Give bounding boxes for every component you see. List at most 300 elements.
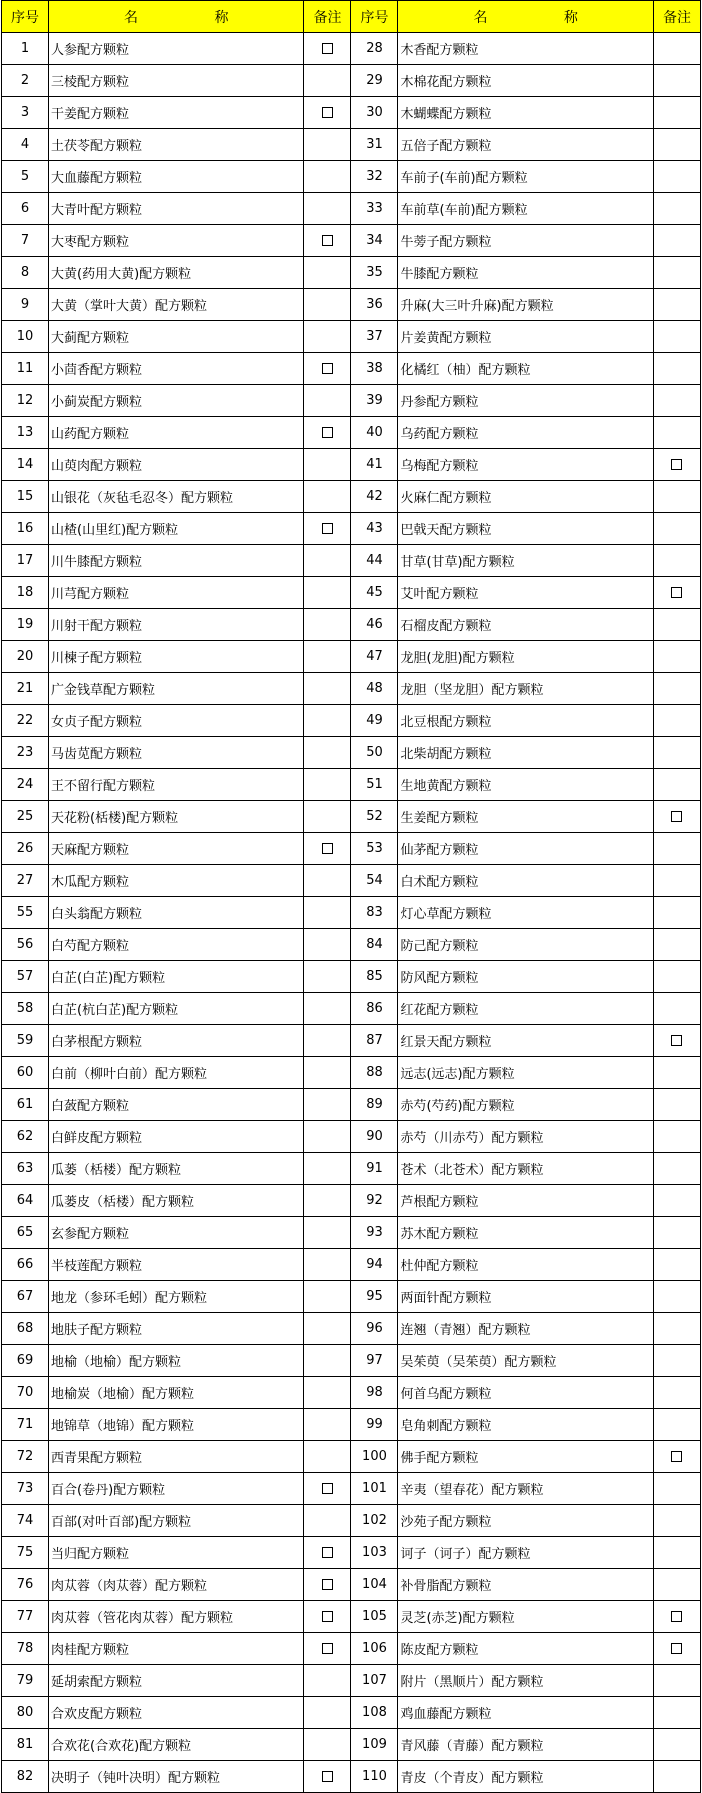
table-row: [2, 449, 701, 481]
table-row: [2, 897, 701, 929]
row-index: 54: [351, 865, 398, 897]
note-cell: [304, 1249, 351, 1281]
note-cell: [653, 705, 700, 737]
note-cell: [653, 929, 700, 961]
note-cell: [304, 961, 351, 993]
note-cell: [653, 161, 700, 193]
item-name: 牛膝配方颗粒: [398, 257, 653, 289]
note-cell: [653, 1697, 700, 1729]
item-name: 巴戟天配方颗粒: [398, 513, 653, 545]
note-cell: [304, 1761, 351, 1793]
row-index: 48: [351, 673, 398, 705]
item-name: 川牛膝配方颗粒: [49, 545, 304, 577]
item-name: 车前子(车前)配方颗粒: [398, 161, 653, 193]
row-index: 12: [2, 385, 49, 417]
header-note-right: 备注: [653, 1, 700, 33]
checkbox-icon[interactable]: [671, 1643, 682, 1654]
checkbox-icon[interactable]: [671, 587, 682, 598]
note-cell: [304, 1313, 351, 1345]
item-name: 北柴胡配方颗粒: [398, 737, 653, 769]
note-cell: [304, 993, 351, 1025]
row-index: 9: [2, 289, 49, 321]
row-index: 23: [2, 737, 49, 769]
row-index: 49: [351, 705, 398, 737]
row-index: 96: [351, 1313, 398, 1345]
table-row: [2, 1249, 701, 1281]
note-cell: [653, 961, 700, 993]
note-cell: [304, 1697, 351, 1729]
note-cell: [304, 1121, 351, 1153]
note-cell: [304, 417, 351, 449]
row-index: 30: [351, 97, 398, 129]
item-name: 延胡索配方颗粒: [49, 1665, 304, 1697]
row-index: 58: [2, 993, 49, 1025]
item-name: 牛蒡子配方颗粒: [398, 225, 653, 257]
table-row: [2, 1089, 701, 1121]
row-index: 16: [2, 513, 49, 545]
item-name: 小茴香配方颗粒: [49, 353, 304, 385]
row-index: 61: [2, 1089, 49, 1121]
note-cell: [653, 545, 700, 577]
note-cell: [304, 1601, 351, 1633]
table-row: [2, 1633, 701, 1665]
table-row: [2, 1441, 701, 1473]
row-index: 86: [351, 993, 398, 1025]
table-row: [2, 577, 701, 609]
row-index: 92: [351, 1185, 398, 1217]
item-name: 瓜蒌（栝楼）配方颗粒: [49, 1153, 304, 1185]
header-row: [2, 1, 701, 33]
item-name: 木棉花配方颗粒: [398, 65, 653, 97]
row-index: 6: [2, 193, 49, 225]
row-index: 98: [351, 1377, 398, 1409]
item-name: 赤芍(芍药)配方颗粒: [398, 1089, 653, 1121]
note-cell: [653, 1665, 700, 1697]
checkbox-icon[interactable]: [671, 1035, 682, 1046]
note-cell: [304, 1089, 351, 1121]
note-cell: [304, 97, 351, 129]
note-cell: [304, 1441, 351, 1473]
note-cell: [653, 417, 700, 449]
row-index: 5: [2, 161, 49, 193]
table-row: [2, 1569, 701, 1601]
row-index: 56: [2, 929, 49, 961]
item-name: 红花配方颗粒: [398, 993, 653, 1025]
note-cell: [653, 1057, 700, 1089]
item-name: 白鲜皮配方颗粒: [49, 1121, 304, 1153]
note-cell: [653, 97, 700, 129]
row-index: 34: [351, 225, 398, 257]
item-name: 甘草(甘草)配方颗粒: [398, 545, 653, 577]
note-cell: [653, 1729, 700, 1761]
item-name: 附片（黑顺片）配方颗粒: [398, 1665, 653, 1697]
note-cell: [304, 865, 351, 897]
table-row: [2, 1537, 701, 1569]
note-cell: [653, 1601, 700, 1633]
checkbox-icon[interactable]: [671, 459, 682, 470]
row-index: 107: [351, 1665, 398, 1697]
item-name: 决明子（钝叶决明）配方颗粒: [49, 1761, 304, 1793]
row-index: 14: [2, 449, 49, 481]
row-index: 103: [351, 1537, 398, 1569]
row-index: 50: [351, 737, 398, 769]
note-cell: [653, 1153, 700, 1185]
table-row: [2, 513, 701, 545]
item-name: 连翘（青翘）配方颗粒: [398, 1313, 653, 1345]
checkbox-icon[interactable]: [322, 1483, 333, 1494]
table-row: [2, 481, 701, 513]
row-index: 26: [2, 833, 49, 865]
row-index: 41: [351, 449, 398, 481]
row-index: 70: [2, 1377, 49, 1409]
item-name: 乌药配方颗粒: [398, 417, 653, 449]
checkbox-icon[interactable]: [322, 107, 333, 118]
table-row: [2, 705, 701, 737]
item-name: 芦根配方颗粒: [398, 1185, 653, 1217]
item-name: 两面针配方颗粒: [398, 1281, 653, 1313]
note-cell: [304, 481, 351, 513]
note-cell: [653, 1217, 700, 1249]
item-name: 佛手配方颗粒: [398, 1441, 653, 1473]
note-cell: [304, 1217, 351, 1249]
row-index: 53: [351, 833, 398, 865]
item-name: 西青果配方颗粒: [49, 1441, 304, 1473]
note-cell: [653, 65, 700, 97]
row-index: 106: [351, 1633, 398, 1665]
table-row: [2, 225, 701, 257]
note-cell: [304, 1185, 351, 1217]
note-cell: [653, 1025, 700, 1057]
note-cell: [304, 609, 351, 641]
note-cell: [653, 673, 700, 705]
row-index: 28: [351, 33, 398, 65]
note-cell: [304, 449, 351, 481]
note-cell: [304, 1633, 351, 1665]
row-index: 19: [2, 609, 49, 641]
row-index: 102: [351, 1505, 398, 1537]
row-index: 35: [351, 257, 398, 289]
note-cell: [653, 641, 700, 673]
item-name: 合欢皮配方颗粒: [49, 1697, 304, 1729]
item-name: 肉桂配方颗粒: [49, 1633, 304, 1665]
note-cell: [304, 33, 351, 65]
item-name: 青风藤（青藤）配方颗粒: [398, 1729, 653, 1761]
row-index: 108: [351, 1697, 398, 1729]
item-name: 仙茅配方颗粒: [398, 833, 653, 865]
row-index: 81: [2, 1729, 49, 1761]
row-index: 104: [351, 1569, 398, 1601]
note-cell: [304, 289, 351, 321]
table-row: [2, 385, 701, 417]
note-cell: [653, 1569, 700, 1601]
note-cell: [304, 577, 351, 609]
item-name: 广金钱草配方颗粒: [49, 673, 304, 705]
item-name: 火麻仁配方颗粒: [398, 481, 653, 513]
item-name: 白前（柳叶白前）配方颗粒: [49, 1057, 304, 1089]
row-index: 73: [2, 1473, 49, 1505]
row-index: 78: [2, 1633, 49, 1665]
note-cell: [304, 1473, 351, 1505]
row-index: 15: [2, 481, 49, 513]
note-cell: [304, 1281, 351, 1313]
item-name: 苍术（北苍术）配方颗粒: [398, 1153, 653, 1185]
row-index: 24: [2, 769, 49, 801]
note-cell: [653, 833, 700, 865]
row-index: 57: [2, 961, 49, 993]
note-cell: [304, 737, 351, 769]
item-name: 白术配方颗粒: [398, 865, 653, 897]
note-cell: [304, 1377, 351, 1409]
table-row: [2, 929, 701, 961]
table-row: [2, 129, 701, 161]
row-index: 87: [351, 1025, 398, 1057]
note-cell: [653, 193, 700, 225]
item-name: 王不留行配方颗粒: [49, 769, 304, 801]
item-name: 肉苁蓉（管花肉苁蓉）配方颗粒: [49, 1601, 304, 1633]
table-row: [2, 97, 701, 129]
table-row: [2, 65, 701, 97]
note-cell: [653, 1473, 700, 1505]
item-name: 化橘红（柚）配方颗粒: [398, 353, 653, 385]
table-row: [2, 1281, 701, 1313]
row-index: 18: [2, 577, 49, 609]
item-name: 皂角刺配方颗粒: [398, 1409, 653, 1441]
table-row: [2, 1377, 701, 1409]
item-name: 北豆根配方颗粒: [398, 705, 653, 737]
checkbox-icon[interactable]: [322, 1771, 333, 1782]
row-index: 11: [2, 353, 49, 385]
note-cell: [653, 481, 700, 513]
table-row: [2, 1665, 701, 1697]
row-index: 67: [2, 1281, 49, 1313]
checkbox-icon[interactable]: [322, 523, 333, 534]
checkbox-icon[interactable]: [671, 1451, 682, 1462]
item-name: 川芎配方颗粒: [49, 577, 304, 609]
table-row: [2, 193, 701, 225]
note-cell: [653, 1249, 700, 1281]
row-index: 2: [2, 65, 49, 97]
note-cell: [304, 1537, 351, 1569]
note-cell: [304, 929, 351, 961]
row-index: 63: [2, 1153, 49, 1185]
note-cell: [653, 1089, 700, 1121]
row-index: 91: [351, 1153, 398, 1185]
note-cell: [653, 897, 700, 929]
note-cell: [304, 225, 351, 257]
row-index: 51: [351, 769, 398, 801]
item-name: 灵芝(赤芝)配方颗粒: [398, 1601, 653, 1633]
note-cell: [304, 1345, 351, 1377]
item-name: 白头翁配方颗粒: [49, 897, 304, 929]
checkbox-icon[interactable]: [322, 1579, 333, 1590]
row-index: 68: [2, 1313, 49, 1345]
row-index: 71: [2, 1409, 49, 1441]
table-row: [2, 1345, 701, 1377]
item-name: 白茅根配方颗粒: [49, 1025, 304, 1057]
item-name: 赤芍（川赤芍）配方颗粒: [398, 1121, 653, 1153]
item-name: 大枣配方颗粒: [49, 225, 304, 257]
table-row: [2, 1217, 701, 1249]
row-index: 29: [351, 65, 398, 97]
note-cell: [304, 321, 351, 353]
row-index: 105: [351, 1601, 398, 1633]
item-name: 丹参配方颗粒: [398, 385, 653, 417]
row-index: 8: [2, 257, 49, 289]
note-cell: [653, 865, 700, 897]
granule-table: [1, 0, 701, 1793]
item-name: 防己配方颗粒: [398, 929, 653, 961]
note-cell: [304, 641, 351, 673]
item-name: 白芷(杭白芷)配方颗粒: [49, 993, 304, 1025]
note-cell: [653, 513, 700, 545]
item-name: 辛夷（望春花）配方颗粒: [398, 1473, 653, 1505]
row-index: 94: [351, 1249, 398, 1281]
checkbox-icon[interactable]: [322, 1643, 333, 1654]
item-name: 百部(对叶百部)配方颗粒: [49, 1505, 304, 1537]
table-row: [2, 1057, 701, 1089]
row-index: 95: [351, 1281, 398, 1313]
row-index: 3: [2, 97, 49, 129]
item-name: 陈皮配方颗粒: [398, 1633, 653, 1665]
checkbox-icon[interactable]: [322, 235, 333, 246]
note-cell: [304, 769, 351, 801]
checkbox-icon[interactable]: [671, 1611, 682, 1622]
table-row: [2, 833, 701, 865]
note-cell: [304, 1665, 351, 1697]
row-index: 64: [2, 1185, 49, 1217]
item-name: 川楝子配方颗粒: [49, 641, 304, 673]
row-index: 33: [351, 193, 398, 225]
row-index: 55: [2, 897, 49, 929]
note-cell: [653, 289, 700, 321]
note-cell: [304, 705, 351, 737]
table-row: [2, 1505, 701, 1537]
row-index: 65: [2, 1217, 49, 1249]
table-row: [2, 1473, 701, 1505]
item-name: 天麻配方颗粒: [49, 833, 304, 865]
table-row: [2, 865, 701, 897]
checkbox-icon[interactable]: [322, 43, 333, 54]
row-index: 88: [351, 1057, 398, 1089]
note-cell: [304, 833, 351, 865]
row-index: 21: [2, 673, 49, 705]
row-index: 37: [351, 321, 398, 353]
row-index: 60: [2, 1057, 49, 1089]
row-index: 84: [351, 929, 398, 961]
note-cell: [304, 1153, 351, 1185]
item-name: 山药配方颗粒: [49, 417, 304, 449]
checkbox-icon[interactable]: [671, 811, 682, 822]
note-cell: [304, 1025, 351, 1057]
item-name: 青皮（个青皮）配方颗粒: [398, 1761, 653, 1793]
header-name-right: 名 称: [398, 1, 653, 33]
table-row: [2, 1409, 701, 1441]
item-name: 龙胆(龙胆)配方颗粒: [398, 641, 653, 673]
note-cell: [304, 1409, 351, 1441]
item-name: 远志(远志)配方颗粒: [398, 1057, 653, 1089]
item-name: 人参配方颗粒: [49, 33, 304, 65]
table-row: [2, 1185, 701, 1217]
note-cell: [653, 385, 700, 417]
table-row: [2, 609, 701, 641]
note-cell: [304, 385, 351, 417]
row-index: 100: [351, 1441, 398, 1473]
note-cell: [653, 321, 700, 353]
item-name: 地锦草（地锦）配方颗粒: [49, 1409, 304, 1441]
item-name: 山萸肉配方颗粒: [49, 449, 304, 481]
item-name: 车前草(车前)配方颗粒: [398, 193, 653, 225]
row-index: 69: [2, 1345, 49, 1377]
header-note-left: 备注: [304, 1, 351, 33]
item-name: 杜仲配方颗粒: [398, 1249, 653, 1281]
note-cell: [653, 353, 700, 385]
note-cell: [304, 1057, 351, 1089]
row-index: 85: [351, 961, 398, 993]
row-index: 17: [2, 545, 49, 577]
note-cell: [653, 449, 700, 481]
item-name: 瓜蒌皮（栝楼）配方颗粒: [49, 1185, 304, 1217]
checkbox-icon[interactable]: [322, 363, 333, 374]
item-name: 大血藤配方颗粒: [49, 161, 304, 193]
row-index: 76: [2, 1569, 49, 1601]
table-row: [2, 737, 701, 769]
note-cell: [304, 1729, 351, 1761]
row-index: 45: [351, 577, 398, 609]
row-index: 90: [351, 1121, 398, 1153]
note-cell: [304, 1505, 351, 1537]
checkbox-icon[interactable]: [322, 1611, 333, 1622]
note-cell: [653, 801, 700, 833]
checkbox-icon[interactable]: [322, 843, 333, 854]
note-cell: [653, 1441, 700, 1473]
note-cell: [653, 257, 700, 289]
note-cell: [304, 897, 351, 929]
item-name: 地肤子配方颗粒: [49, 1313, 304, 1345]
table-row: [2, 1697, 701, 1729]
item-name: 木瓜配方颗粒: [49, 865, 304, 897]
table-row: [2, 1761, 701, 1793]
item-name: 龙胆（坚龙胆）配方颗粒: [398, 673, 653, 705]
item-name: 生地黄配方颗粒: [398, 769, 653, 801]
note-cell: [653, 1537, 700, 1569]
row-index: 39: [351, 385, 398, 417]
row-index: 77: [2, 1601, 49, 1633]
row-index: 7: [2, 225, 49, 257]
checkbox-icon[interactable]: [322, 427, 333, 438]
table-row: [2, 993, 701, 1025]
item-name: 白芍配方颗粒: [49, 929, 304, 961]
item-name: 苏木配方颗粒: [398, 1217, 653, 1249]
header-index-left: 序号: [2, 1, 49, 33]
item-name: 鸡血藤配方颗粒: [398, 1697, 653, 1729]
note-cell: [653, 1345, 700, 1377]
item-name: 当归配方颗粒: [49, 1537, 304, 1569]
note-cell: [653, 1185, 700, 1217]
item-name: 吴茱萸（吴茱萸）配方颗粒: [398, 1345, 653, 1377]
row-index: 20: [2, 641, 49, 673]
header-name-left: 名 称: [49, 1, 304, 33]
item-name: 马齿苋配方颗粒: [49, 737, 304, 769]
row-index: 110: [351, 1761, 398, 1793]
table-row: [2, 417, 701, 449]
table-row: [2, 1601, 701, 1633]
item-name: 地榆（地榆）配方颗粒: [49, 1345, 304, 1377]
item-name: 合欢花(合欢花)配方颗粒: [49, 1729, 304, 1761]
item-name: 三棱配方颗粒: [49, 65, 304, 97]
row-index: 72: [2, 1441, 49, 1473]
checkbox-icon[interactable]: [322, 1547, 333, 1558]
note-cell: [653, 993, 700, 1025]
